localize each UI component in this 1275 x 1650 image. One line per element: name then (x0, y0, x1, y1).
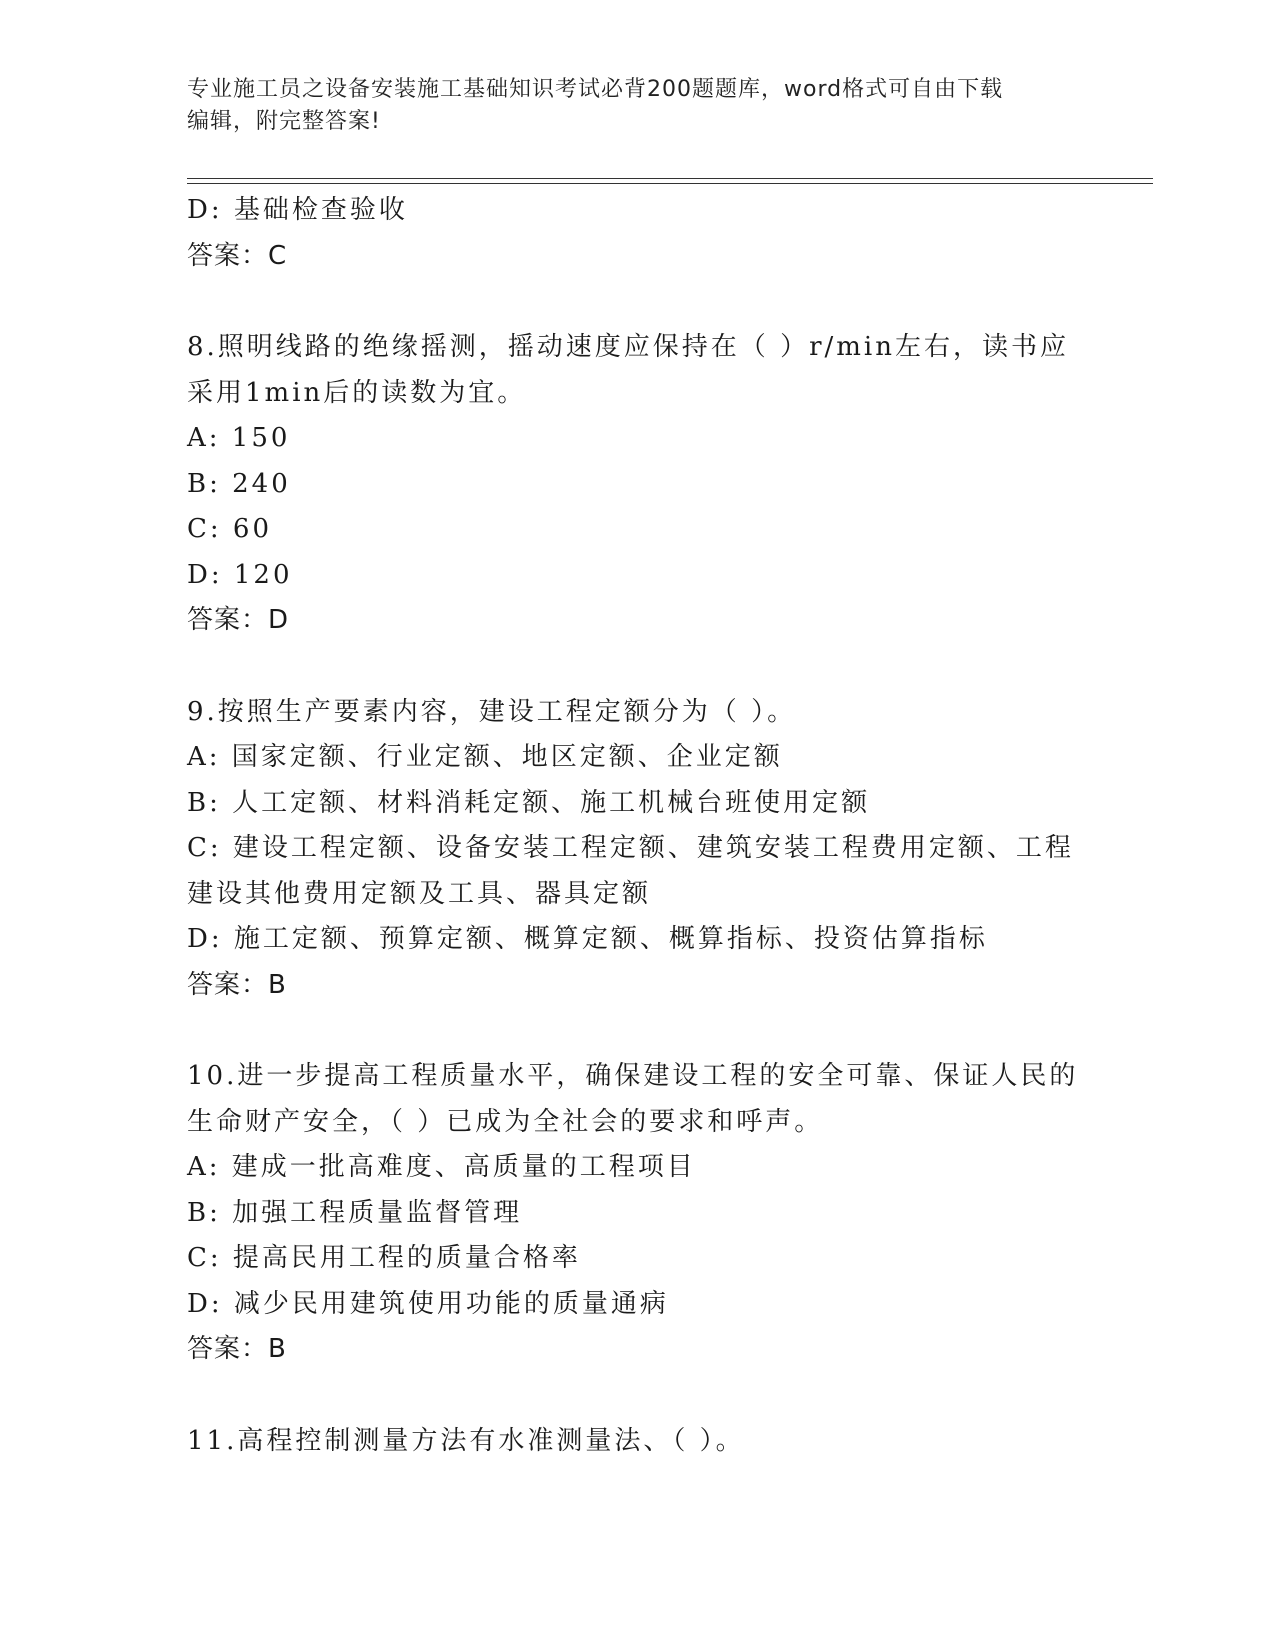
header-line-1: 专业施工员之设备安装施工基础知识考试必背200题题库，word格式可自由下载 (187, 77, 1004, 102)
header-line-2: 编辑，附完整答案! (187, 109, 381, 134)
question-stem: 9.按照生产要素内容，建设工程定额分为（ ）。 (187, 696, 797, 727)
question-list (187, 188, 1087, 1464)
option-c: C: 60 (187, 514, 273, 544)
spacer (187, 1373, 1087, 1419)
question-11 (187, 1419, 1087, 1465)
document-header (187, 74, 1087, 138)
option-d: D: 施工定额、预算定额、概算定额、概算指标、投资估算指标 (187, 924, 988, 954)
spacer (187, 1008, 1087, 1054)
answer: 答案：C (187, 240, 288, 271)
question-stem: 11.高程控制测量方法有水准测量法、（ ）。 (187, 1425, 745, 1456)
option-c: C: 提高民用工程的质量合格率 (187, 1243, 581, 1273)
option-c-continued: 建设其他费用定额及工具、器具定额 (187, 878, 652, 909)
option-a: A: 国家定额、行业定额、地区定额、企业定额 (187, 742, 783, 772)
header-divider-top (187, 178, 1153, 179)
option-c: C: 建设工程定额、设备安装工程定额、建筑安装工程费用定额、工程 (187, 833, 1074, 863)
question-stem: 采用1min后的读数为宜。 (187, 377, 527, 408)
question-stem: 生命财产安全，（ ）已成为全社会的要求和呼声。 (187, 1106, 824, 1137)
option-b: B: 加强工程质量监督管理 (187, 1197, 523, 1228)
option-d: D: 120 (187, 559, 293, 590)
answer: 答案：B (187, 969, 287, 1000)
question-10 (187, 1054, 1087, 1373)
question-8 (187, 325, 1087, 644)
question-stem: 8.照明线路的绝缘摇测，摇动速度应保持在（ ）r/min左右，读书应 (187, 332, 1069, 362)
option-d: D: 基础检查验收 (187, 195, 408, 225)
spacer (187, 644, 1087, 690)
option-d: D: 减少民用建筑使用功能的质量通病 (187, 1288, 669, 1319)
spacer (187, 279, 1087, 325)
answer: 答案：B (187, 1334, 287, 1364)
answer: 答案：D (187, 605, 290, 635)
question-stem: 10.进一步提高工程质量水平，确保建设工程的安全可靠、保证人民的 (187, 1061, 1079, 1091)
option-a: A: 建成一批高难度、高质量的工程项目 (187, 1152, 696, 1182)
option-b: B: 人工定额、材料消耗定额、施工机械台班使用定额 (187, 787, 871, 818)
option-b: B: 240 (187, 468, 291, 499)
option-a: A: 150 (187, 423, 291, 453)
question-9 (187, 690, 1087, 1009)
header-divider-bottom (187, 183, 1153, 184)
